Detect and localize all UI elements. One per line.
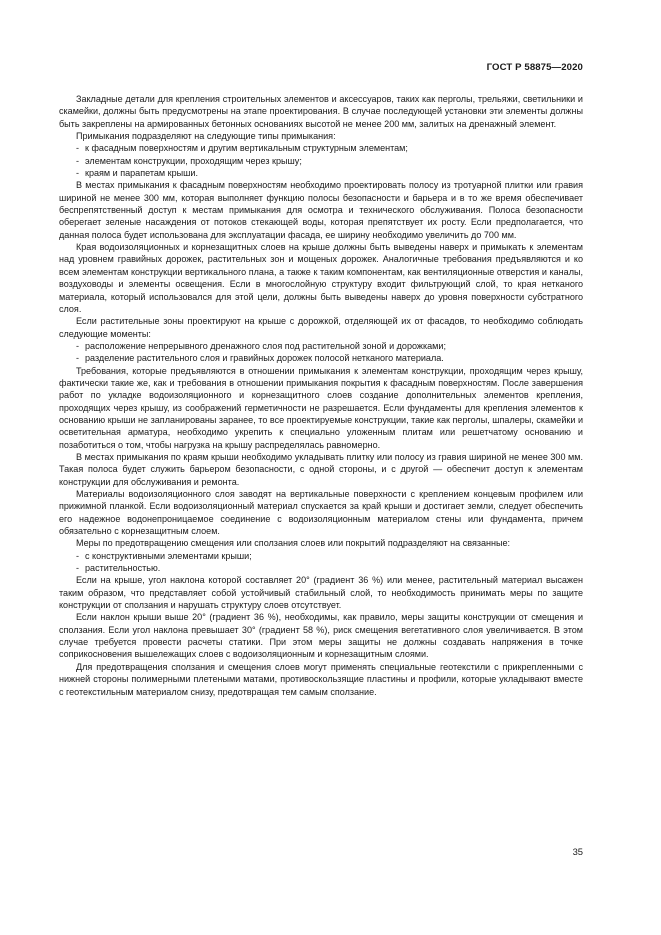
document-header: ГОСТ Р 58875—2020	[486, 62, 583, 73]
list-item	[59, 352, 583, 364]
list-item	[59, 562, 583, 574]
body-paragraph: Закладные детали для крепления строительных элементов и аксессуаров, таких как перголы, трельяжи, светильники и скамейки, должны быть предусмотрены на этапе проектирования. В случае последующей установки эти элементы должны быть закреплены на армированных бетонных основаниях высотой не менее 200 мм, залитых на дренажный элемент.	[59, 94, 583, 129]
body-paragraph: Для предотвращения сползания и смещения слоев могут применять специальные геотекстили с прикрепленными с нижней стороны полимерными плетеными матами, противоскользящие пластины и профили, которые укладывают вместе с геотекстильным материалом снизу, предотвращая тем самым сползание.	[59, 661, 583, 697]
document-body	[59, 93, 583, 698]
list-dash: -	[76, 155, 80, 166]
body-paragraph: Если на крыше, угол наклона которой составляет 20° (градиент 36 %) или менее, растительный материал высажен таким образом, что представляет собой устойчивый стабильный слой, то необходимость принимать меры по защите конструкции от сползания и нарушать структуру слоев отсутствует.	[59, 575, 583, 611]
list-item-text: к фасадным поверхностям и другим вертикальным структурным элементам;	[85, 143, 408, 154]
body-paragraph: Если наклон крыши выше 20° (градиент 36 %), необходимы, как правило, меры защиты конструкции от смещения и сползания. Если угол наклона превышает 30° (градиент 58 %), риск смещения вегетативного слоя увеличивается. В этом случае требуется провести расчеты статики. При этом меры защиты не должны создавать напряжения в точке соприкосновения вышележащих слоев с водоизоляционным и корнезащитным слоями.	[59, 612, 583, 660]
list-item	[59, 340, 583, 352]
dash-list	[59, 340, 583, 365]
list-dash: -	[76, 563, 80, 574]
list-item-text: с конструктивными элементами крыши;	[85, 550, 252, 561]
list-item	[59, 142, 583, 154]
dash-list	[59, 550, 583, 575]
list-item-text: расположение непрерывного дренажного слоя под растительной зоной и дорожками;	[85, 340, 446, 351]
list-dash: -	[76, 340, 80, 351]
list-item-text: разделение растительного слоя и гравийных дорожек полосой нетканого материала.	[85, 353, 444, 364]
dash-list	[59, 142, 583, 179]
list-item-text: элементам конструкции, проходящим через крышу;	[85, 155, 302, 166]
body-paragraph: Примыкания подразделяют на следующие типы примыкания:	[76, 131, 336, 142]
list-dash: -	[76, 168, 80, 179]
body-paragraph: В местах примыкания по краям крыши необходимо укладывать плитку или полосу из гравия шириной не менее 300 мм. Такая полоса будет служить барьером безопасности, с одной стороны, и с другой — обеспечит доступ к элементам конструкции для обслуживания и ремонта.	[59, 451, 583, 487]
list-dash: -	[76, 550, 80, 561]
page-number: 35	[572, 846, 583, 857]
list-dash: -	[76, 353, 80, 364]
list-item-text: растительностью.	[85, 563, 161, 574]
body-paragraph: Меры по предотвращению смещения или сползания слоев или покрытий подразделяют на связанные:	[76, 538, 511, 549]
list-item	[59, 550, 583, 562]
list-item	[59, 167, 583, 179]
list-dash: -	[76, 143, 80, 154]
body-paragraph: Материалы водоизоляционного слоя заводят на вертикальные поверхности с креплением концевым профилем или прижимной планкой. Если водоизоляционный материал спускается за край крыши и достигает земли, следует обеспечить его надежное водонепроницаемое соединение с водоизоляционным материалом стены или фундамента, причем обязательно с корнезащитным слоем.	[59, 489, 583, 537]
body-paragraph: Если растительные зоны проектируют на крыше с дорожкой, отделяющей их от фасадов, то необходимо соблюдать следующие моменты:	[59, 316, 583, 339]
list-item-text: краям и парапетам крыши.	[85, 168, 198, 179]
body-paragraph: Требования, которые предъявляются в отношении примыкания к элементам конструкции, проходящим через крышу, фактически такие же, как и требования в отношении примыкания покрытия к фасадным поверхностям. После завершения работ по укладке водоизоляционного и корнезащитного слоев создание дополнительных элементов крепления, проходящих через крышу, из соображений герметичности не разрешается. Если фундаменты для крепления элементов к основанию крыши не запланированы заранее, то все проектируемые конструкции, такие как перголы, шпалеры, скамейки и осветительная арматура, необходимо укрепить к специально уложенным плитам или решетчатому основанию и позаботиться о том, чтобы нагрузка на крышу распределялась равномерно.	[59, 365, 583, 450]
body-paragraph: Края водоизоляционных и корнезащитных слоев на крыше должны быть выведены наверх и примыкать к элементам над уровнем гравийных дорожек, растительных зон и мощеных дорожек. Аналогичные требования предъявляются и ко всем элементам конструкции вертикального плана, а также к таким компонентам, как вентиляционные отверстия и каналы, воздуховоды и элементы освещения. Если в многослойную структуру входит фильтрующий слой, то края нетканого материала, который использовался для этой цели, должны быть выведены наверх до уровня поверхности субстратного слоя.	[59, 242, 583, 314]
body-paragraph: В местах примыкания к фасадным поверхностям необходимо проектировать полосу из тротуарной плитки или гравия шириной не менее 300 мм, которая выполняет функцию полосы безопасности и барьера и в то же время обеспечивает беспрепятственный доступ к местам примыкания для осмотра и технического обслуживания. Полоса безопасности оберегает зеленые насаждения от потоков стекающей воды, которая препятствует их росту. Если предполагается, что данная полоса будет использована для эксплуатации фасада, ее ширину необходимо увеличить до 700 мм.	[59, 180, 583, 240]
list-item	[59, 155, 583, 167]
